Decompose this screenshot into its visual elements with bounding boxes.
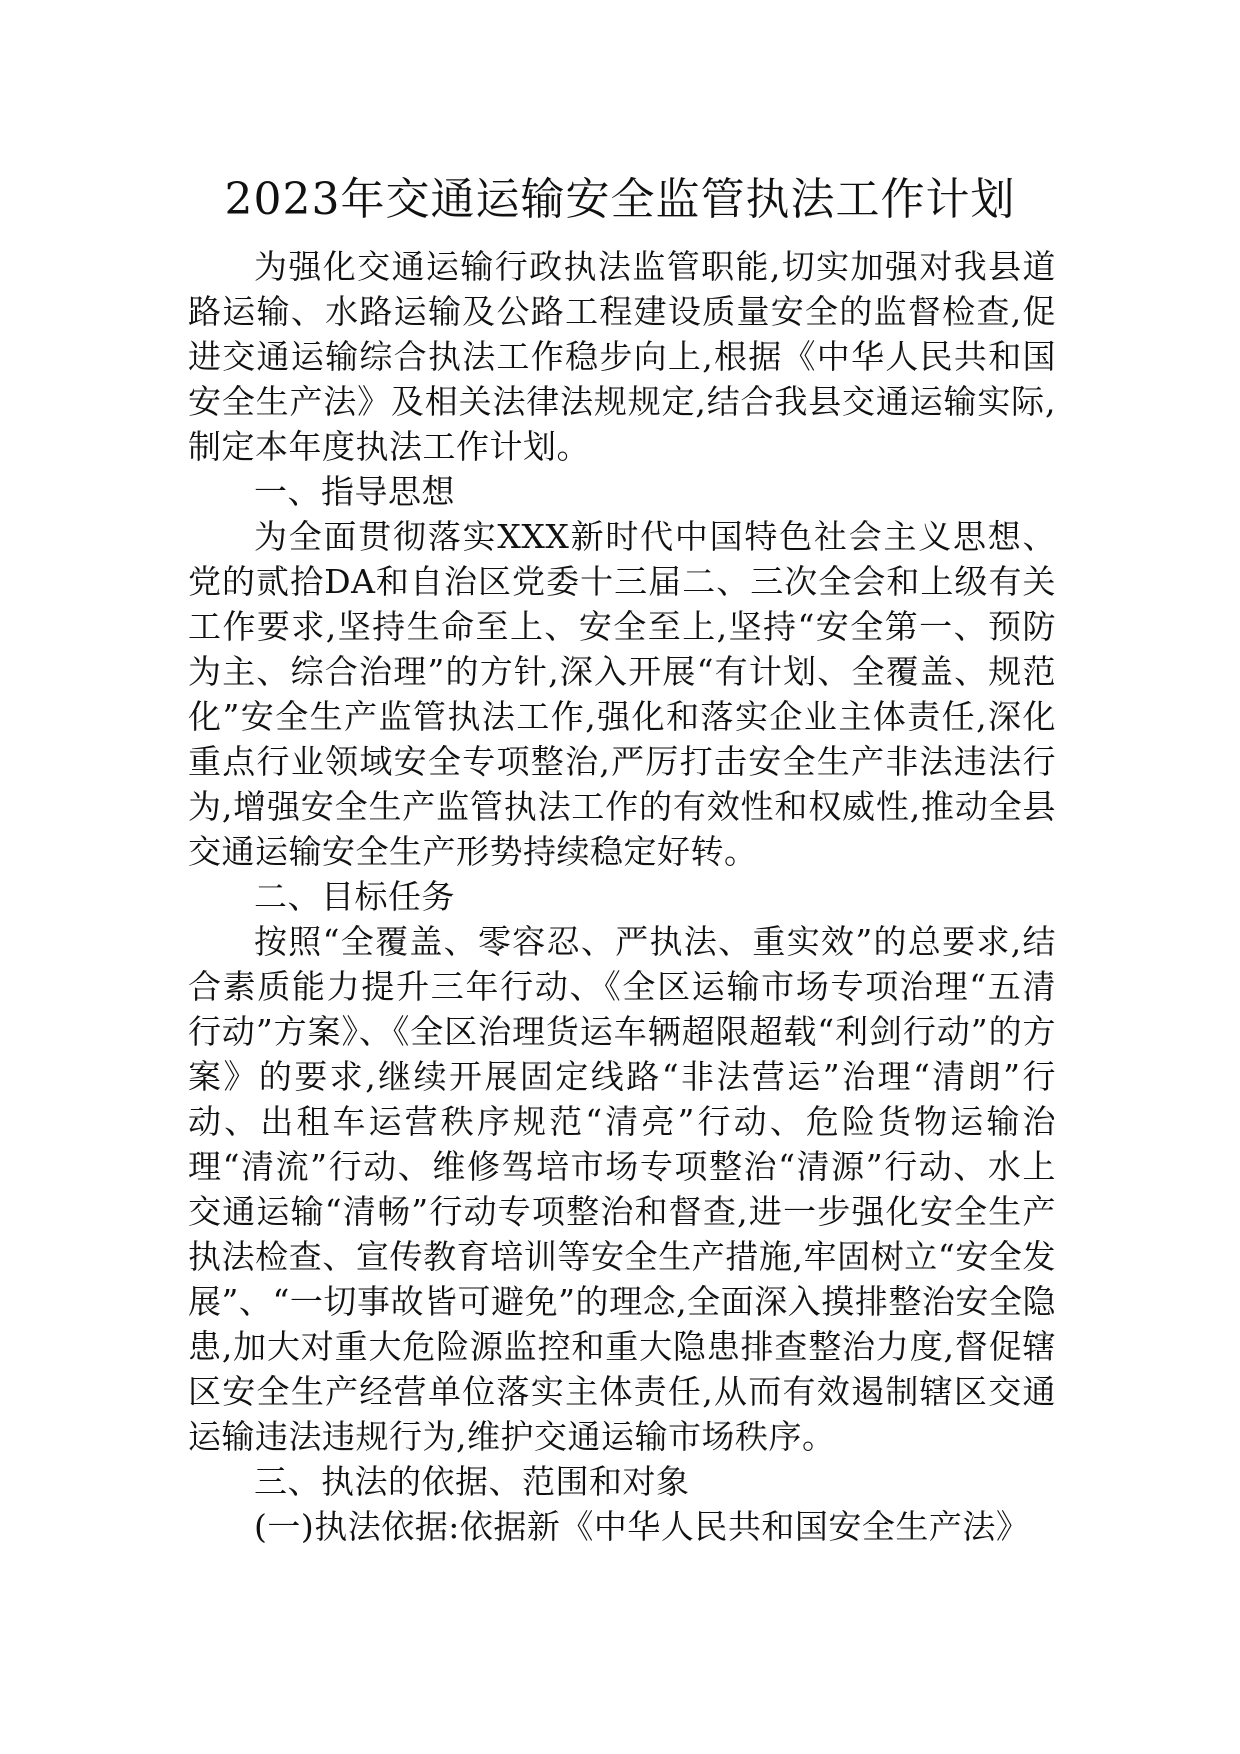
- section-paragraph-objectives: 按照“全覆盖、零容忍、严执法、重实效”的总要求,结合素质能力提升三年行动、《全区运输市场专项治理“五清行动”方案》、《全区治理货运车辆超限超载“利剑行动”的方案》的要求,继续开展固定线路“非法营运”治理“清朗”行动、出租车运营秩序规范“清亮”行动、危险货物运输治理“清流”行动、维修驾培市场专项整治“清源”行动、水上交通运输“清畅”行动专项整治和督查,进一步强化安全生产执法检查、宣传教育培训等安全生产措施,牢固树立“安全发展”、“一切事故皆可避免”的理念,全面深入摸排整治安全隐患,加大对重大危险源监控和重大隐患排查整治力度,督促辖区安全生产经营单位落实主体责任,从而有效遏制辖区交通运输违法违规行为,维护交通运输市场秩序。: [188, 922, 1056, 1456]
- section-heading-objectives: 二、目标任务: [254, 877, 455, 916]
- document-body: [188, 244, 1056, 1549]
- section-heading-enforcement-basis: 三、执法的依据、范围和对象: [254, 1462, 690, 1501]
- intro-paragraph: 为强化交通运输行政执法监管职能,切实加强对我县道路运输、水路运输及公路工程建设质量安全的监督检查,促进交通运输综合执法工作稳步向上,根据《中华人民共和国安全生产法》及相关法律法规规定,结合我县交通运输实际,制定本年度执法工作计划。: [188, 247, 1056, 466]
- document-title: 2023年交通运输安全监管执法工作计划: [224, 174, 1016, 225]
- subsection-enforcement-basis: (一)执法依据:依据新《中华人民共和国安全生产法》: [254, 1507, 1030, 1546]
- section-heading-guiding-ideology: 一、指导思想: [254, 472, 455, 511]
- section-paragraph-guiding-ideology: 为全面贯彻落实XXX新时代中国特色社会主义思想、党的贰拾DA和自治区党委十三届二、三次全会和上级有关工作要求,坚持生命至上、安全至上,坚持“安全第一、预防为主、综合治理”的方针,深入开展“有计划、全覆盖、规范化”安全生产监管执法工作,强化和落实企业主体责任,深化重点行业领域安全专项整治,严厉打击安全生产非法违法行为,增强安全生产监管执法工作的有效性和权威性,推动全县交通运输安全生产形势持续稳定好转。: [188, 517, 1056, 871]
